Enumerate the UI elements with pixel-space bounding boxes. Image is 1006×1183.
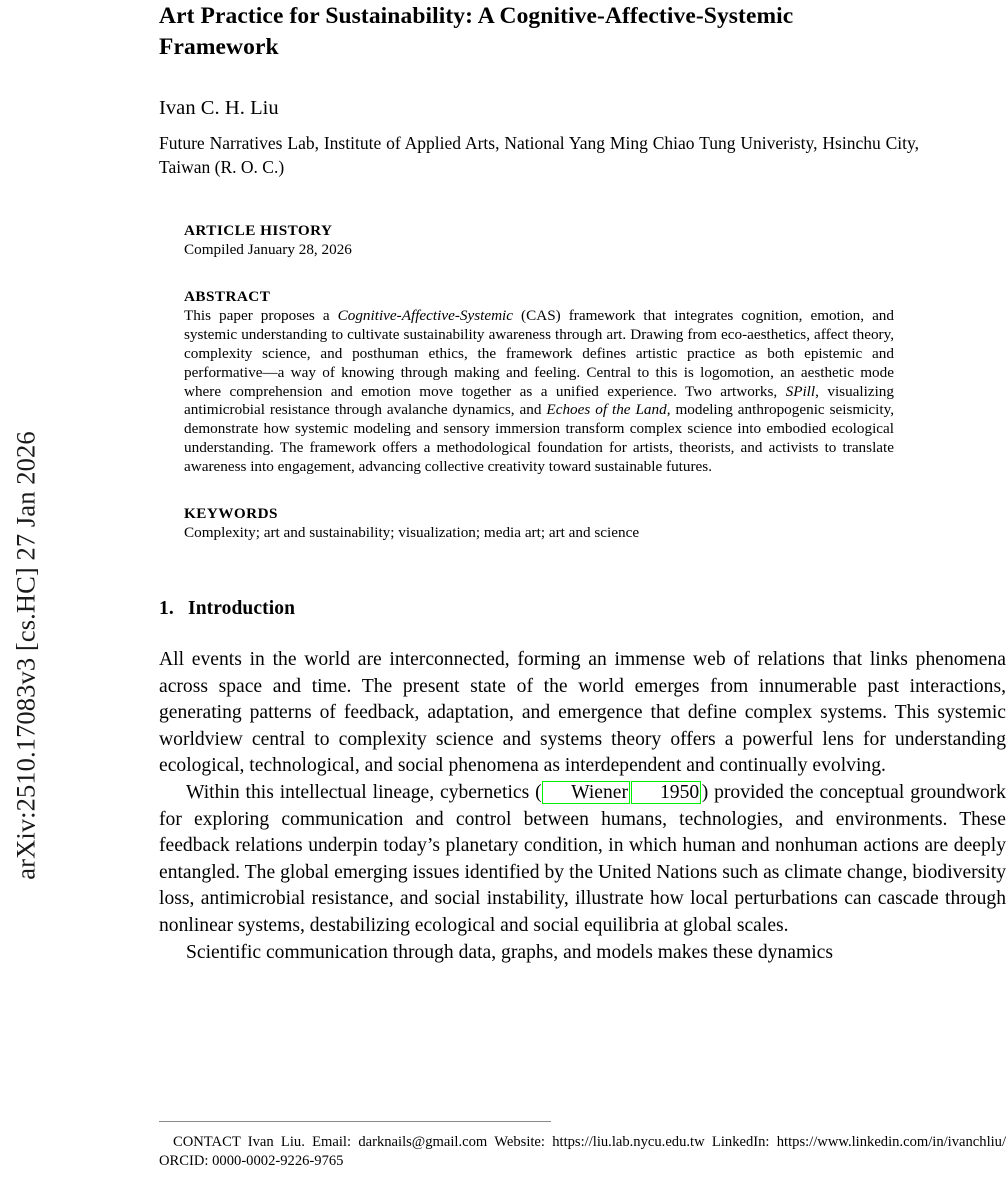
abstract-text-part-4: , modeling anthropogenic seismicity, demonstrate how systemic modeling and sensory immersion transform complex science into embodied ecological understanding. The framework offers a methodological foundation for artists, theorists, and activists to translate awareness into engagement, advancing collective creativity toward sustainable futures. — [184, 401, 894, 476]
footnote-website-value[interactable]: https://liu.lab.nycu.edu.tw — [552, 1134, 705, 1150]
footnote-contact-label: CONTACT — [173, 1134, 241, 1150]
citation-link-wiener[interactable]: Wiener — [542, 781, 630, 804]
abstract-text-part-3: , visualizing antimicrobial resistance through avalanche dynamics, and — [184, 382, 894, 419]
footnote-area — [159, 1121, 1006, 1171]
section-heading-introduction — [159, 543, 1006, 620]
section-number: 1. — [159, 597, 174, 619]
author-name: Ivan C. H. Liu — [159, 97, 279, 119]
article-history-heading: ARTICLE HISTORY — [184, 222, 333, 239]
abstract-text-part-2: (CAS) framework that integrates cognition, emotion, and systemic understanding to cultivate sustainability awareness through art. Drawing from eco-aesthetics, affect theory, complexity science, and posthuman ethics, the framework defines artistic practice as both epistemic and performative—a way of knowing through making and feeling. Central to this is logomotion, an aesthetic mode where comprehension and emotion move together as a unified experience. Two artworks, — [184, 306, 894, 400]
arxiv-stamp — [0, 0, 52, 1183]
article-history-compiled: Compiled January 28, 2026 — [184, 241, 352, 258]
body-paragraph-1: All events in the world are interconnected, forming an immense web of relations that links phenomena across space and time. The present state of the world emerges from innumerable past interactions, generating patterns of feedback, adaptation, and emergence that define complex systems. This systemic worldview central to complexity science and systems theory offers a powerful lens for understanding ecological, technological, and social phenomena as interdependent and continually evolving. — [159, 648, 1006, 777]
footnote-email-value[interactable]: darknails@gmail.com — [358, 1134, 488, 1150]
spacer — [184, 477, 894, 504]
abstract-text — [184, 306, 894, 477]
citation-link-1950[interactable]: 1950 — [631, 781, 701, 804]
footnote-divider — [159, 1121, 551, 1122]
abstract-heading: ABSTRACT — [184, 287, 271, 305]
footnote-website-label: Website: — [494, 1134, 545, 1150]
page-title-line-1: Art Practice for Sustainability: A Cognitive-Affective-Systemic — [159, 3, 794, 29]
body-paragraph-2-before-citation: Within this intellectual lineage, cybernetics ( — [186, 781, 542, 803]
footnote-email-label: Email: — [312, 1134, 352, 1150]
abstract-text-part-1: This paper proposes a — [184, 306, 338, 324]
body-paragraph-2 — [159, 780, 1006, 940]
paper-page — [159, 0, 1006, 1183]
abstract-emph-spill: SPill — [785, 382, 816, 400]
abstract-emph-cas: Cognitive-Affective-Systemic — [337, 306, 514, 324]
author-affiliation: Future Narratives Lab, Institute of Applied Arts, National Yang Ming Chiao Tung Univeristy, Hsinchu City, Taiwan (R. O. C.) — [159, 133, 919, 177]
footnote-orcid-label: ORCID: — [159, 1153, 209, 1169]
body-paragraph-3: Scientific communication through data, graphs, and models makes these dynamics — [186, 941, 833, 963]
page-title — [159, 0, 949, 63]
footnote-linkedin-label: LinkedIn: — [711, 1134, 770, 1150]
keywords-heading: KEYWORDS — [184, 505, 278, 523]
abstract-emph-echoes: Echoes of the Land — [546, 401, 667, 419]
abstract-block — [159, 179, 894, 543]
footnote-contact — [159, 1133, 1006, 1171]
footnote-linkedin-value[interactable]: https://www.linkedin.com/in/ivanchliu/ — [776, 1134, 1006, 1150]
spacer — [184, 260, 894, 287]
body-paragraph-2-after-citation: ) provided the conceptual groundwork for exploring communication and control between humans, technologies, and environments. These feedback relations underpin today’s planetary condition, in which human and nonhuman actions are deeply entangled. The global emerging issues identified by the United Nations such as climate change, biodiversity loss, antimicrobial resistance, and social instability, illustrate how local perturbations can cascade through nonlinear systems, destabilizing ecological and social equilibria at global scales. — [159, 781, 1006, 936]
footnote-orcid-value: 0000-0002-9226-9765 — [212, 1153, 344, 1169]
footnote-contact-name: Ivan Liu. — [247, 1134, 305, 1150]
keywords-text: Complexity; art and sustainability; visualization; media art; art and science — [184, 524, 640, 542]
page-title-line-2: Framework — [159, 34, 279, 60]
arxiv-stamp-text: arXiv:2510.17083v3 [cs.HC] 27 Jan 2026 — [10, 431, 41, 880]
section-title: Introduction — [188, 597, 296, 619]
